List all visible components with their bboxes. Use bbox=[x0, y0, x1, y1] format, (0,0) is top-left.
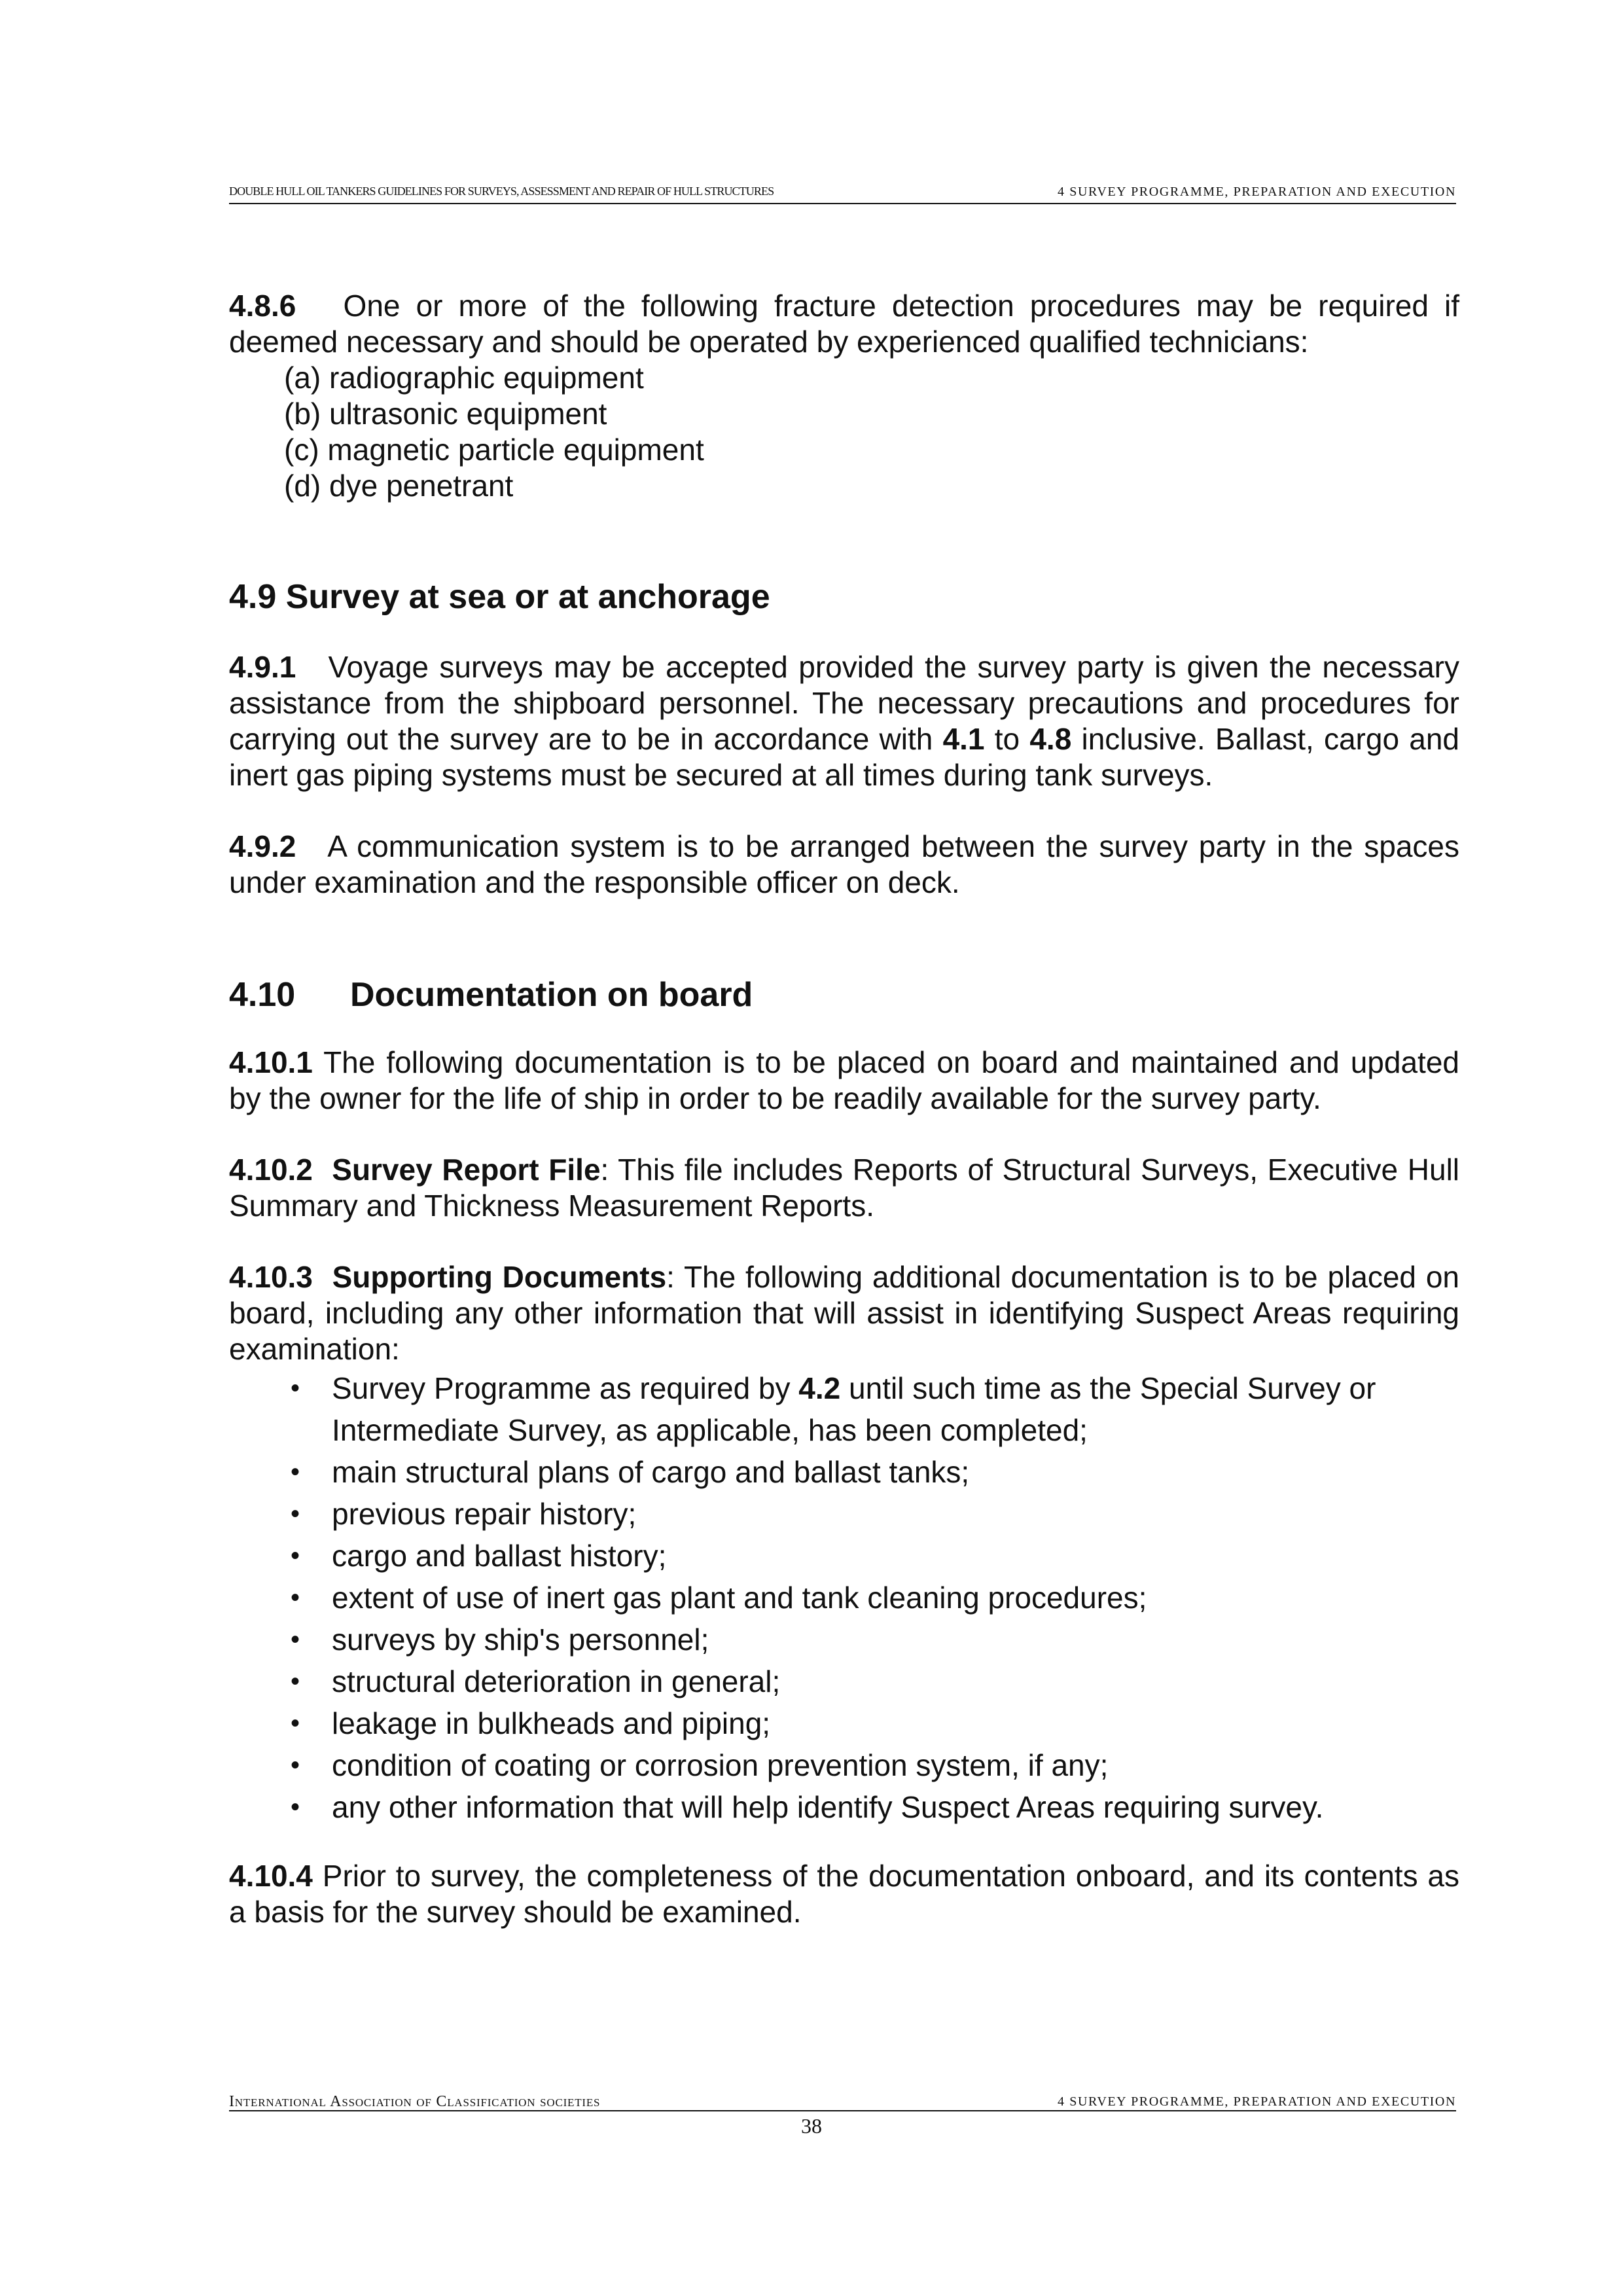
bullet-icon: • bbox=[291, 1458, 300, 1486]
list-item-text: until such time as the Special Survey or Intermediate Survey, as applicable, has been completed; bbox=[332, 1371, 1376, 1447]
paragraph-number: 4.9.1 bbox=[229, 650, 296, 684]
paragraph-4-10-4 bbox=[229, 1858, 1459, 1930]
paragraph-number: 4.10.4 bbox=[229, 1859, 313, 1893]
footer-chapter-title: 4 SURVEY PROGRAMME, PREPARATION AND EXECUTION bbox=[1058, 2094, 1456, 2109]
paragraph-number: 4.10.3 bbox=[229, 1260, 313, 1294]
list-item-text: condition of coating or corrosion prevention system, if any; bbox=[332, 1748, 1109, 1782]
bullet-icon: • bbox=[291, 1751, 300, 1780]
bullet-icon: • bbox=[291, 1374, 300, 1403]
paragraph-4-8-6 bbox=[229, 288, 1459, 360]
list-item bbox=[229, 1367, 1459, 1451]
list-item bbox=[229, 1451, 1459, 1493]
paragraph-label: Survey Report File bbox=[332, 1153, 601, 1187]
list-item bbox=[229, 1577, 1459, 1619]
cross-reference: 4.1 bbox=[942, 722, 985, 756]
section-number: 4.10 bbox=[229, 976, 296, 1014]
paragraph-text: Voyage surveys may be accepted provided the survey party is given the necessary assistance from the shipboard personnel. The necessary precautions and procedures for carrying out the survey are to be in accordance with bbox=[229, 650, 1460, 756]
paragraph-label: Supporting Documents bbox=[332, 1260, 667, 1294]
list-item-text: cargo and ballast history; bbox=[332, 1539, 667, 1573]
list-item bbox=[229, 1493, 1459, 1535]
page-number: 38 bbox=[801, 2114, 822, 2138]
paragraph-4-9-1 bbox=[229, 649, 1459, 793]
header-document-title: DOUBLE HULL OIL TANKERS GUIDELINES FOR SURVEYS, ASSESSMENT AND REPAIR OF HULL STRUCTURES bbox=[229, 185, 774, 198]
header-chapter-title: 4 SURVEY PROGRAMME, PREPARATION AND EXECUTION bbox=[1058, 185, 1456, 199]
paragraph-text: Prior to survey, the completeness of the documentation onboard, and its contents as a basis for the survey should be examined. bbox=[229, 1859, 1459, 1929]
list-item bbox=[229, 1660, 1459, 1702]
list-item-text: Survey Programme as required by bbox=[332, 1371, 791, 1405]
bullet-icon: • bbox=[291, 1583, 300, 1612]
section-heading-4-9: 4.9 Survey at sea or at anchorage bbox=[229, 578, 770, 616]
section-heading-4-10 bbox=[229, 974, 1459, 1016]
fracture-detection-list bbox=[229, 360, 1459, 504]
list-item bbox=[229, 1619, 1459, 1660]
paragraph-text: The following documentation is to be placed on board and maintained and updated by the owner for the life of ship in order to be readily available for the survey party. bbox=[229, 1045, 1460, 1115]
list-item-text: leakage in bulkheads and piping; bbox=[332, 1706, 771, 1740]
footer-organization: International Association of Classification societies bbox=[229, 2093, 601, 2110]
bullet-icon: • bbox=[291, 1541, 300, 1570]
list-item-text: structural deterioration in general; bbox=[332, 1664, 781, 1698]
list-item-text: extent of use of inert gas plant and tank cleaning procedures; bbox=[332, 1581, 1147, 1615]
running-footer bbox=[229, 2093, 1456, 2111]
bullet-icon: • bbox=[291, 1499, 300, 1528]
list-item bbox=[229, 1702, 1459, 1744]
paragraph-number: 4.10.1 bbox=[229, 1045, 313, 1079]
list-item: (b) ultrasonic equipment bbox=[284, 397, 607, 431]
paragraph-text: to bbox=[994, 722, 1020, 756]
bullet-icon: • bbox=[291, 1625, 300, 1654]
paragraph-text: inclusive. Ballast, cargo and inert gas piping systems must be secured at all times during tank surveys. bbox=[229, 722, 1459, 792]
bullet-icon: • bbox=[291, 1709, 300, 1738]
bullet-icon: • bbox=[291, 1793, 300, 1821]
list-item: (d) dye penetrant bbox=[284, 469, 514, 503]
list-item-text: surveys by ship's personnel; bbox=[332, 1623, 709, 1657]
section-title: Documentation on board bbox=[350, 976, 753, 1014]
cross-reference: 4.2 bbox=[798, 1371, 841, 1405]
paragraph-4-10-3 bbox=[229, 1259, 1459, 1367]
paragraph-number: 4.10.2 bbox=[229, 1153, 313, 1187]
list-item: (c) magnetic particle equipment bbox=[284, 433, 704, 467]
page-body bbox=[229, 288, 1459, 1930]
running-header bbox=[229, 185, 1456, 204]
list-item-text: main structural plans of cargo and ballast tanks; bbox=[332, 1455, 970, 1489]
cross-reference: 4.8 bbox=[1029, 722, 1072, 756]
paragraph-text: : This file includes Reports of Structural Surveys, Executive Hull Summary and Thickness Measurement Reports. bbox=[229, 1153, 1460, 1223]
supporting-documents-list bbox=[229, 1367, 1459, 1828]
paragraph-text: One or more of the following fracture detection procedures may be required if deemed necessary and should be operated by experienced qualified technicians: bbox=[229, 289, 1460, 359]
list-item bbox=[229, 1535, 1459, 1577]
list-item bbox=[229, 1786, 1459, 1828]
paragraph-number: 4.8.6 bbox=[229, 289, 296, 323]
paragraph-text: : The following additional documentation is to be placed on board, including any other information that will assist in identifying Suspect Areas requiring examination: bbox=[229, 1260, 1459, 1366]
paragraph-4-10-1 bbox=[229, 1045, 1459, 1117]
paragraph-4-9-2 bbox=[229, 829, 1459, 901]
paragraph-4-10-2 bbox=[229, 1152, 1459, 1224]
list-item bbox=[229, 1744, 1459, 1786]
bullet-icon: • bbox=[291, 1667, 300, 1696]
paragraph-number: 4.9.2 bbox=[229, 829, 296, 863]
paragraph-text: A communication system is to be arranged between the survey party in the spaces under examination and the responsible officer on deck. bbox=[229, 829, 1459, 899]
list-item-text: previous repair history; bbox=[332, 1497, 637, 1531]
list-item-text: any other information that will help identify Suspect Areas requiring survey. bbox=[332, 1790, 1324, 1824]
list-item: (a) radiographic equipment bbox=[284, 361, 644, 395]
